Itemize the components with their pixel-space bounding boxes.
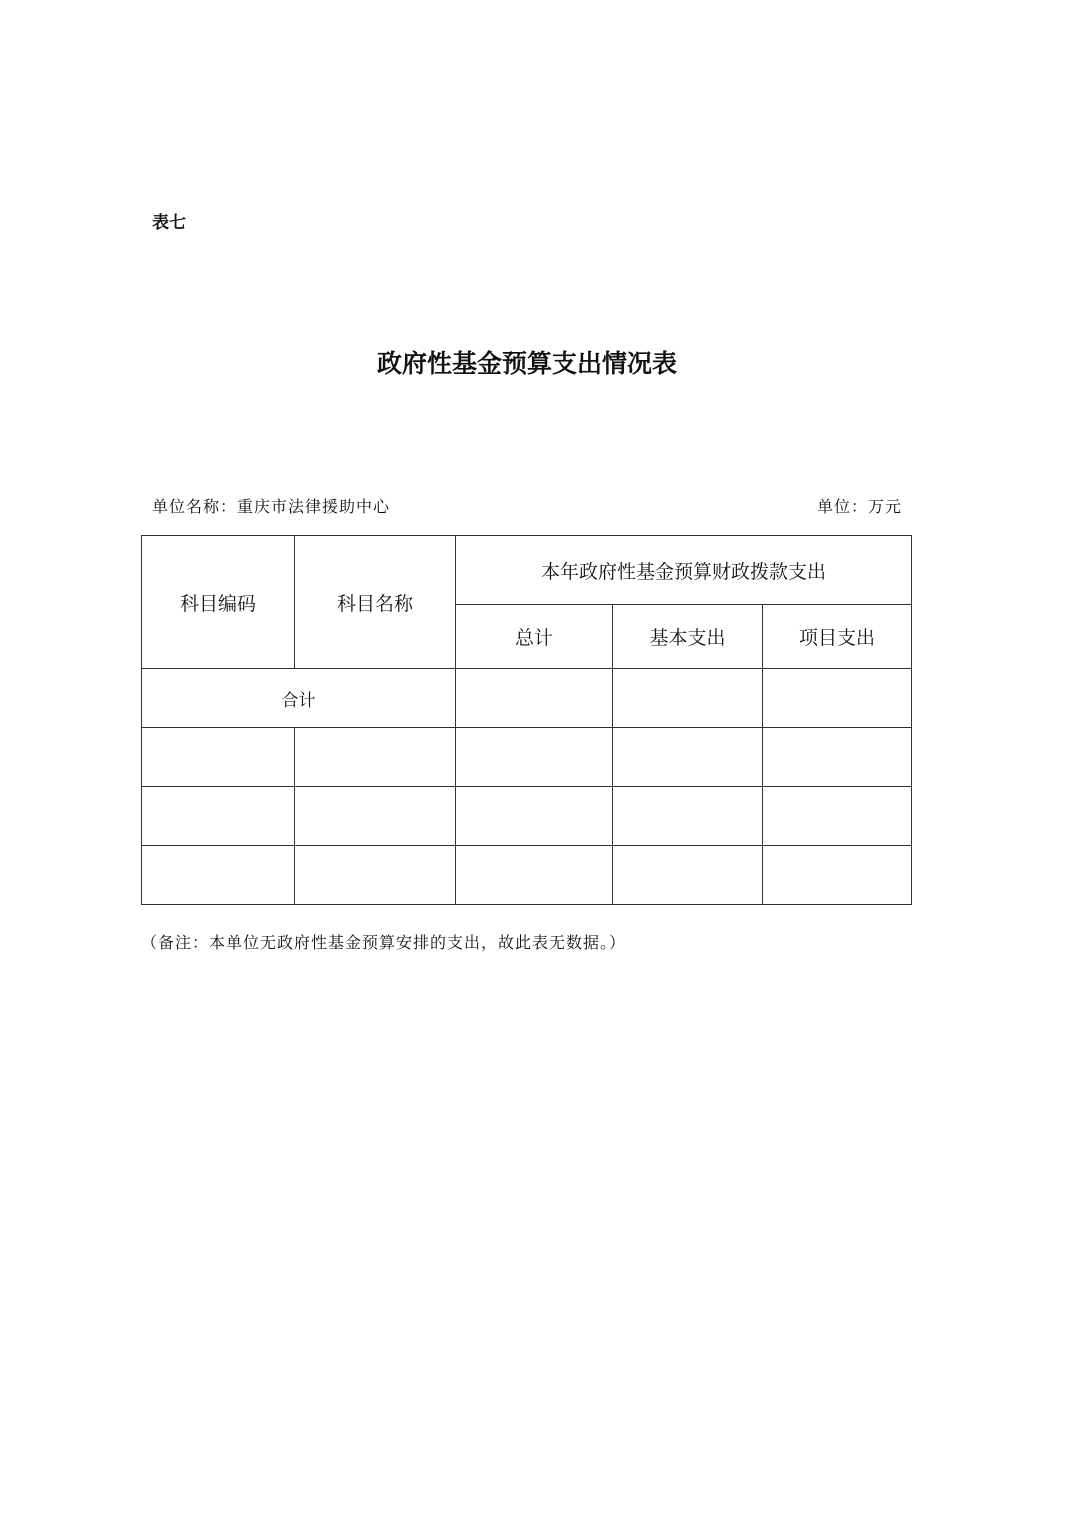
table-row <box>142 787 912 846</box>
total-row-project-cell <box>763 669 912 728</box>
header-project-expense: 项目支出 <box>763 605 912 669</box>
total-row <box>142 669 912 728</box>
row-name-cell <box>295 846 456 905</box>
row-total-cell <box>456 728 613 787</box>
row-code-cell <box>142 787 295 846</box>
header-subject-code: 科目编码 <box>142 536 295 669</box>
total-row-label: 合计 <box>142 669 456 728</box>
row-name-cell <box>295 728 456 787</box>
row-code-cell <box>142 846 295 905</box>
row-project-cell <box>763 728 912 787</box>
row-total-cell <box>456 846 613 905</box>
row-name-cell <box>295 787 456 846</box>
header-basic-expense: 基本支出 <box>613 605 763 669</box>
unit-currency-label: 单位：万元 <box>816 497 902 516</box>
row-project-cell <box>763 846 912 905</box>
row-basic-cell <box>613 846 763 905</box>
unit-name-label: 单位名称：重庆市法律援助中心 <box>152 497 391 516</box>
row-total-cell <box>456 787 613 846</box>
budget-table <box>141 535 912 905</box>
row-code-cell <box>142 728 295 787</box>
total-row-total-cell <box>456 669 613 728</box>
table-number-label: 表七 <box>152 213 186 233</box>
header-total: 总计 <box>456 605 613 669</box>
table-row <box>142 728 912 787</box>
header-row-top <box>142 536 912 605</box>
header-subject-name: 科目名称 <box>295 536 456 669</box>
row-basic-cell <box>613 787 763 846</box>
document-title: 政府性基金预算支出情况表 <box>376 349 677 378</box>
table-row <box>142 846 912 905</box>
row-basic-cell <box>613 728 763 787</box>
row-project-cell <box>763 787 912 846</box>
header-group-title: 本年政府性基金预算财政拨款支出 <box>456 536 912 605</box>
total-row-basic-cell <box>613 669 763 728</box>
remark-note: （备注：本单位无政府性基金预算安排的支出，故此表无数据。） <box>141 933 627 952</box>
